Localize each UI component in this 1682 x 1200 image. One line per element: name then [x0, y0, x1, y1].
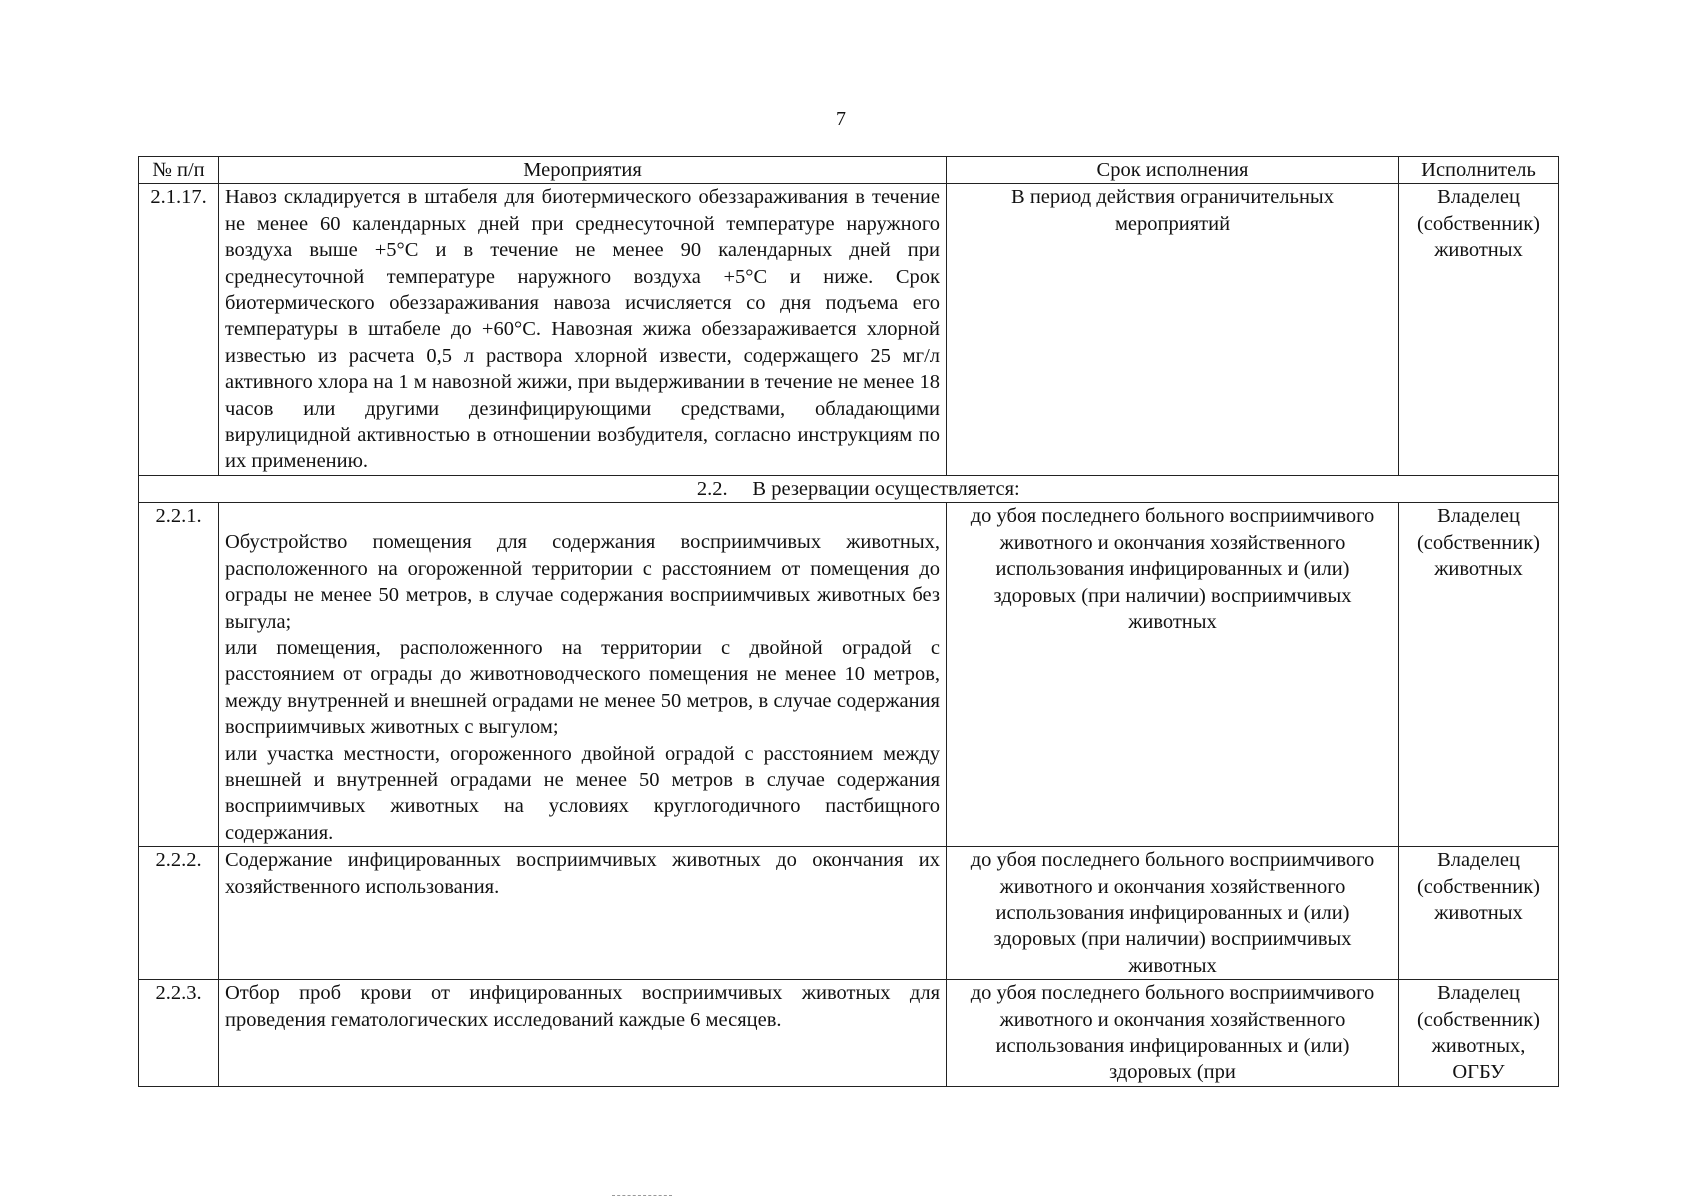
row-number: 2.2.1. [139, 503, 219, 847]
measures-table [138, 156, 1559, 1087]
header-num: № п/п [139, 157, 219, 184]
deadline-text: до убоя последнего больного восприимчивого животного и окончания хозяйственного использования инфицированных и (или) здоровых (при [947, 980, 1399, 1087]
executor-text: Владелец (собственник) животных [1399, 184, 1559, 475]
page-number: 7 [836, 108, 846, 130]
header-measure: Мероприятия [219, 157, 947, 184]
section-title: В резервации осуществляется: [752, 477, 1020, 500]
row-number: 2.2.2. [139, 847, 219, 980]
table-row [139, 503, 1559, 847]
measure-paragraph: или участка местности, огороженного двойной оградой с расстоянием между внешней и внутренней оградами не менее 50 метров в случае содержания восприимчивых животных на условиях круглогодичного пастбищного содержания. [225, 742, 940, 844]
section-row [139, 475, 1559, 502]
table-row [139, 184, 1559, 475]
deadline-text: до убоя последнего больного восприимчивого животного и окончания хозяйственного использования инфицированных и (или) здоровых (при наличии) восприимчивых животных [947, 503, 1399, 847]
table-row [139, 847, 1559, 980]
header-deadline: Срок исполнения [947, 157, 1399, 184]
deadline-text: В период действия ограничительных мероприятий [947, 184, 1399, 475]
executor-text: Владелец (собственник) животных [1399, 847, 1559, 980]
measure-paragraph: или помещения, расположенного на территории с двойной оградой с расстоянием от ограды до животноводческого помещения не менее 10 метров, между внутренней и внешней оградами не менее 50 метров, в случае содержания восприимчивых животных с выгулом; [225, 636, 940, 739]
header-executor: Исполнитель [1399, 157, 1559, 184]
row-number: 2.1.17. [139, 184, 219, 475]
table-row [139, 980, 1559, 1087]
section-number: 2.2. [696, 477, 728, 500]
measure-text [219, 503, 947, 847]
measure-text: Навоз складируется в штабеля для биотермического обеззараживания в течение не менее 60 календарных дней при среднесуточной температуре наружного воздуха выше +5°С и в течение не менее 90 календарных дней при среднесуточной температуре наружного воздуха +5°С и ниже. Срок биотермического обеззараживания навоза исчисляется со дня подъема его температуры в штабеле до +60°С. Навозная жижа обеззараживается хлорной известью из расчета 0,5 л раствора хлорной извести, содержащего 25 мг/л активного хлора на 1 м навозной жижи, при выдерживании в течение не менее 18 часов или другими дезинфицирующими средствами, обладающими вирулицидной активностью в отношении возбудителя, согласно инструкциям по их применению. [219, 184, 947, 475]
scan-artifact [612, 1195, 672, 1198]
section-heading [139, 475, 1559, 502]
deadline-text: до убоя последнего больного восприимчивого животного и окончания хозяйственного использования инфицированных и (или) здоровых (при наличии) восприимчивых животных [947, 847, 1399, 980]
measure-text: Содержание инфицированных восприимчивых животных до окончания их хозяйственного использования. [219, 847, 947, 980]
executor-text: Владелец (собственник) животных [1399, 503, 1559, 847]
row-number: 2.2.3. [139, 980, 219, 1087]
table-header-row [139, 157, 1559, 184]
executor-text: Владелец (собственник) животных, ОГБУ [1399, 980, 1559, 1087]
measure-text: Отбор проб крови от инфицированных восприимчивых животных для проведения гематологических исследований каждые 6 месяцев. [219, 980, 947, 1087]
measure-paragraph: Обустройство помещения для содержания восприимчивых животных, расположенного на огороженной территории с расстоянием от помещения до ограды не менее 50 метров, в случае содержания восприимчивых животных без выгула; [225, 531, 940, 633]
